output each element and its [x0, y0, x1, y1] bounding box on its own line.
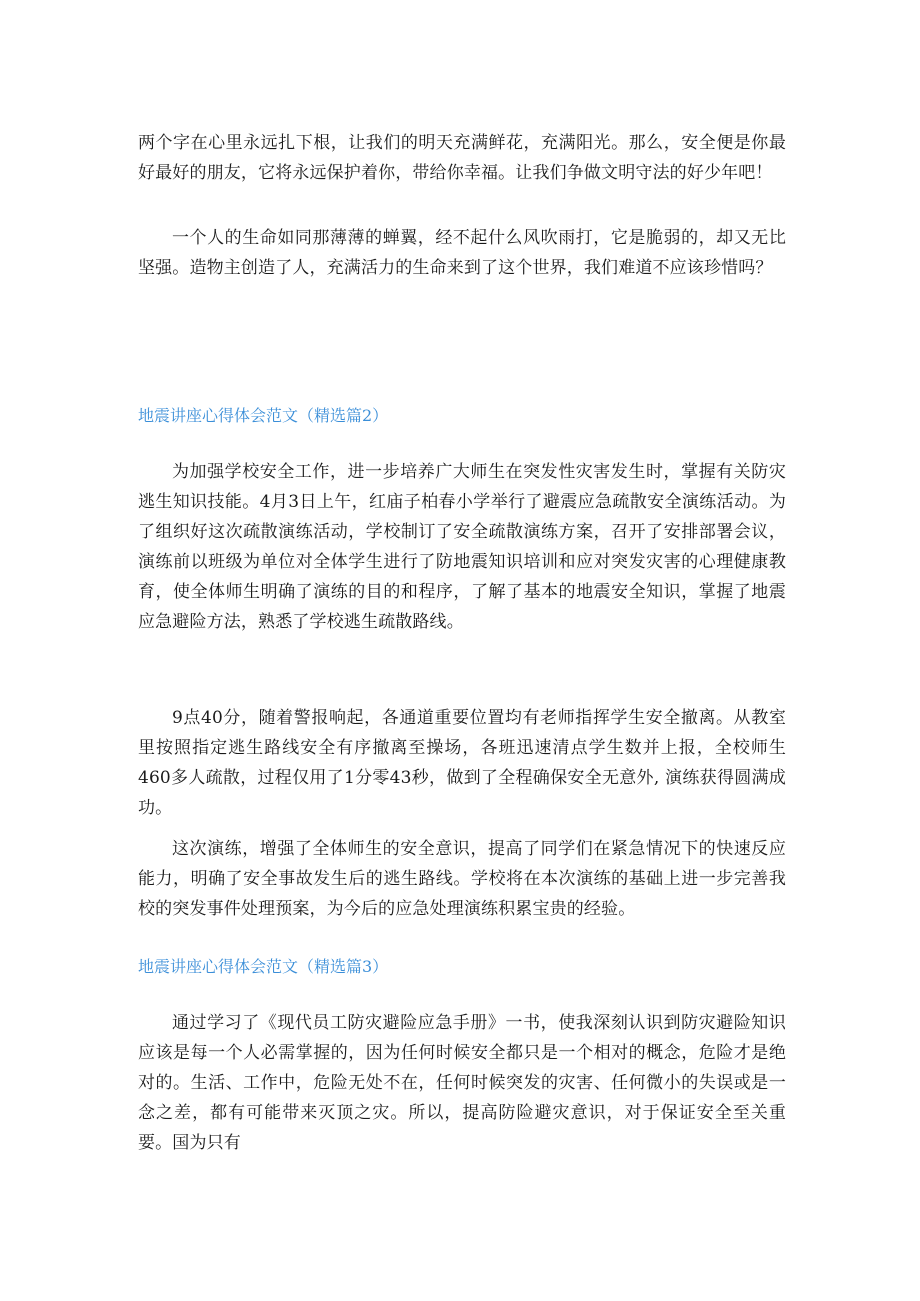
section-heading-2: 地震讲座心得体会范文（精选篇2）	[138, 406, 389, 425]
section2-paragraph-2: 9点40分，随着警报响起，各通道重要位置均有老师指挥学生安全撤离。从教室里按照指定逃生路线安全有序撤离至操场，各班迅速清点学生数并上报，全校师生460多人疏散，过程仅用了1分零43秒，做到了全程确保安全无意外, 演练获得圆满成功。	[138, 708, 786, 818]
section3-paragraph-1: 通过学习了《现代员工防灾避险应急手册》一书，使我深刻认识到防灾避险知识应该是每一个人必需掌握的，因为任何时候安全都只是一个相对的概念，危险才是绝对的。生活、工作中，危险无处不在，任何时候突发的灾害、任何微小的失误或是一念之差，都有可能带来灭顶之灾。所以，提高防险避灾意识，对于保证安全至关重要。国为只有	[138, 1013, 786, 1153]
section-heading-3: 地震讲座心得体会范文（精选篇3）	[138, 957, 389, 976]
paragraph-continuation: 两个字在心里永远扎下根，让我们的明天充满鲜花，充满阳光。那么，安全便是你最好最好的朋友，它将永远保护着你，带给你幸福。让我们争做文明守法的好少年吧！	[138, 133, 786, 183]
section2-paragraph-3: 这次演练，增强了全体师生的安全意识，提高了同学们在紧急情况下的快速反应能力，明确了安全事故发生后的逃生路线。学校将在本次演练的基础上进一步完善我校的突发事件处理预案，为今后的应急处理演练积累宝贵的经验。	[138, 839, 786, 919]
section2-paragraph-1: 为加强学校安全工作，进一步培养广大师生在突发性灾害发生时，掌握有关防灾逃生知识技能。4月3日上午，红庙子柏春小学举行了避震应急疏散安全演练活动。为了组织好这次疏散演练活动，学校制订了安全疏散演练方案，召开了安排部署会议，演练前以班级为单位对全体学生进行了防地震知识培训和应对突发灾害的心理健康教育，使全体师生明确了演练的目的和程序，了解了基本的地震安全知识，掌握了地震应急避险方法，熟悉了学校逃生疏散路线。	[138, 462, 786, 632]
paragraph-life: 一个人的生命如同那薄薄的蝉翼，经不起什么风吹雨打，它是脆弱的，却又无比坚强。造物主创造了人，充满活力的生命来到了这个世界，我们难道不应该珍惜吗？	[138, 228, 786, 278]
